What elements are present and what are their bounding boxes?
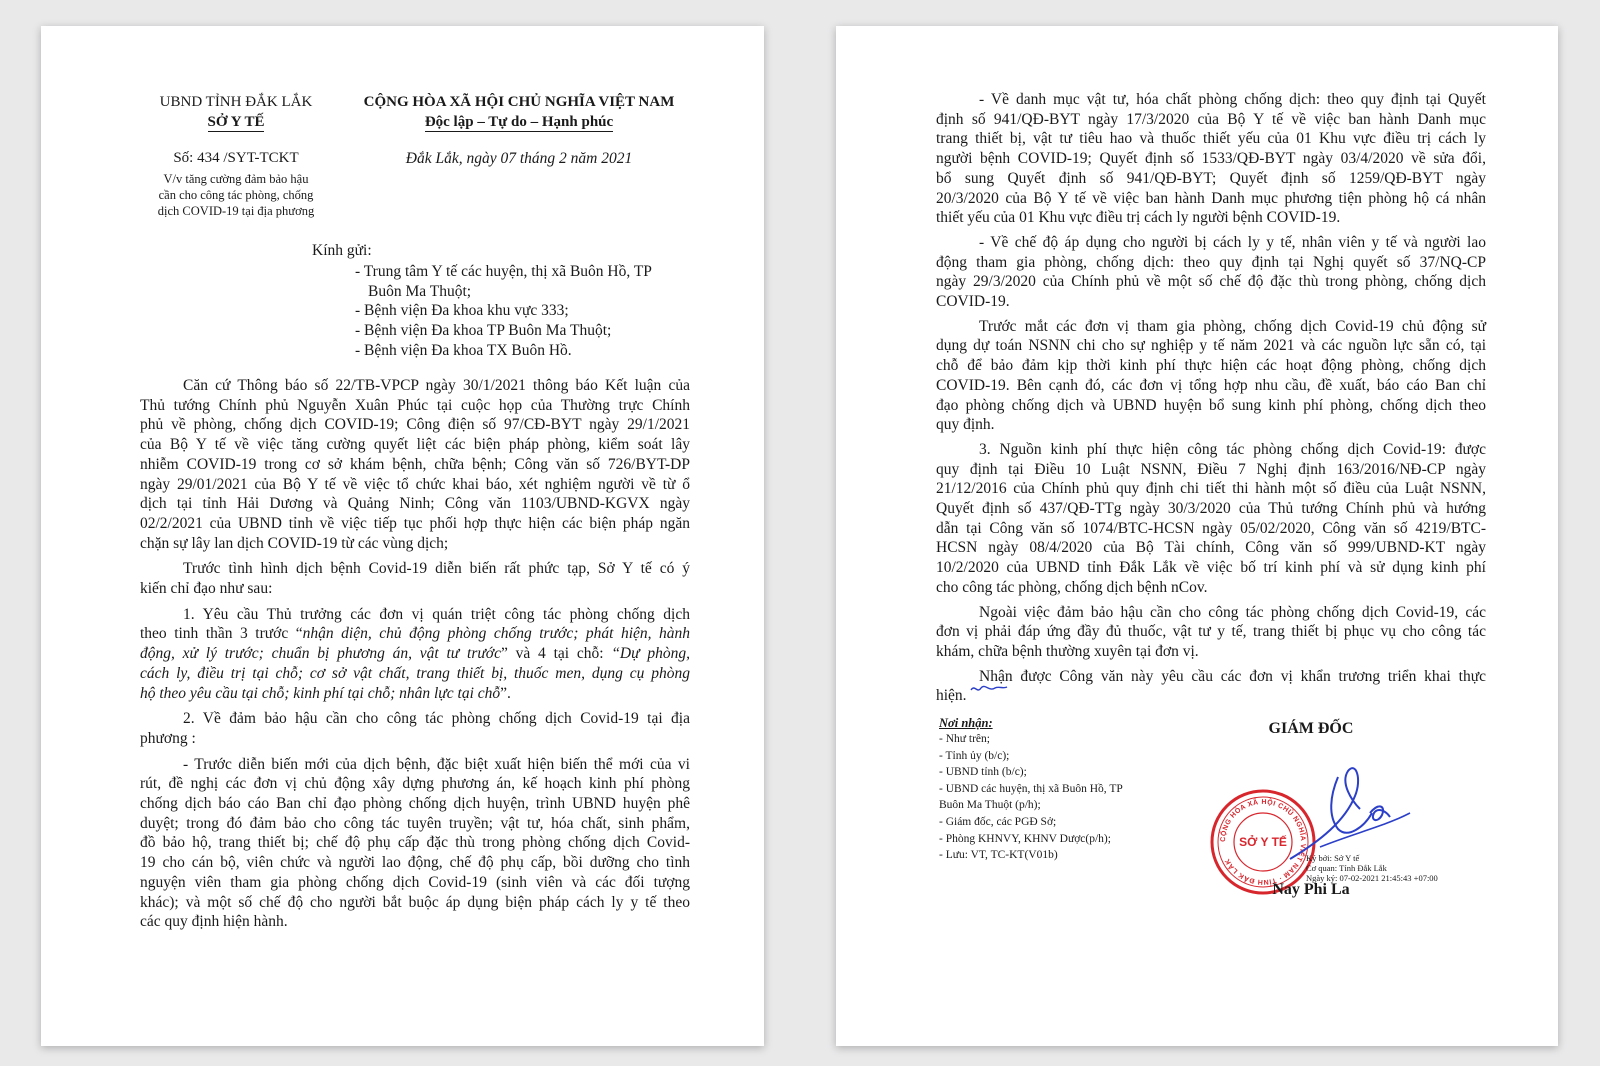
- doc-number: Số: 434 /SYT-TCKT: [173, 150, 299, 166]
- noi-nhan-item: - Lưu: VT, TC-KT(V01b): [939, 849, 1058, 862]
- recipient-item: - Bệnh viện Đa khoa TP Buôn Ma Thuột;: [355, 322, 612, 340]
- page2-body: - Về danh mục vật tư, hóa chất phòng chống dịch: theo quy định tại Quyết định số 941/QĐ-BYT ngày 17/3/2020 của Bộ Y tế về việc ban hành Danh mục trang thiết bị, vật tư tiêu hao và thuốc thiết yếu của 01 Khu vực điều trị cách ly người bệnh COVID-19; Quyết định số 1533/QĐ-BYT ngày 03/4/2020 về sửa đổi, bổ sung Quyết định số 941/QĐ-BYT; Quyết định số 1259/QĐ-BYT ngày 20/3/2020 của Bộ Y tế về việc ban hành Danh mục phương tiện phòng hộ cá nhân thiết yếu của 01 Khu vực điều trị cách ly người bệnh COVID-19. - Về chế độ áp dụng cho người bị cách ly y tế, nhân viên y tế và người lao động tham gia phòng, chống dịch: theo quy định tại Nghị quyết số 37/NQ-CP ngày 29/3/2020 của Chính phủ về một số chế độ đặc thù trong phòng, chống dịch COVID-19. Trước mắt các đơn vị tham gia phòng, chống dịch Covid-19 chủ động sử dụng dự toán NSNN chi cho sự nghiệp y tế năm 2021 và các nguồn lực sẵn có, tại chỗ để bảo đảm kịp thời kinh phí thực hiện các hoạt động phòng, chống dịch COVID-19. Bên cạnh đó, các đơn vị tổng hợp nhu cầu, đề xuất, báo cáo Ban chỉ đạo phòng chống dịch và UBND huyện bổ sung kinh phí phòng, chống dịch theo quy định. 3. Nguồn kinh phí thực hiện công tác phòng chống dịch Covid-19: được quy định tại Điều 10 Luật NSNN, Điều 7 Nghị định 163/2016/NĐ-CP ngày 21/12/2016 của Chính phủ quy định chi tiết thi hành một số điều của Luật NSNN, Quyết định số 437/QĐ-TTg ngày 30/3/2020 của Thủ tướng Chính phủ và hướng dẫn tại Công văn số 1074/BTC-HCSN ngày 05/02/2020, Công văn số 4219/BTC- HCSN ngày 08/4/2020 của Bộ Tài chính, Công văn số 999/UBND-KT ngày 10/2/2020 của UBND tỉnh Đắk Lắk về việc bố trí kinh phí và sử dụng kinh phí cho công tác phòng, chống dịch bệnh nCov. Ngoài việc đảm bảo hậu cần cho công tác phòng chống dịch Covid-19, các đơn vị phải đáp ứng đầy đủ thuốc, vật tư y tế, trang thiết bị phục vụ cho công tác khám, chữa bệnh thường xuyên tại đơn vị. Nhận được Công văn này yêu cầu các đơn vị khẩn trương triển khai thực hiện.: [936, 91, 1486, 705]
- svg-text:CỘNG HÒA XÃ HỘI CHỦ NGHĨA VIỆT: CỘNG HÒA XÃ HỘI CHỦ NGHĨA VIỆT NAM · TỈNH ĐẮK LẮK: [1219, 798, 1307, 886]
- doc-subject: V/v tăng cường đảm bảo hậu cần cho công tác phòng, chống dịch COVID-19 tại địa phương: [157, 172, 315, 218]
- noi-nhan-item: - Như trên;: [939, 733, 990, 745]
- noi-nhan-item: - Giám đốc, các PGĐ Sở;: [939, 815, 1057, 828]
- header-right: [339, 92, 699, 169]
- salutation: Kính gửi:: [312, 242, 372, 259]
- digital-signature-info: Ký bởi: Sở Y tế Cơ quan: Tỉnh Đắk Lắk Ngày ký: 07-02-2021 21:45:43 +07:00: [1306, 853, 1438, 883]
- svg-text:SỞ Y TẾ: SỞ Y TẾ: [1239, 835, 1287, 849]
- noi-nhan-item: - Tỉnh ủy (b/c);: [939, 749, 1010, 762]
- noi-nhan-block: [939, 715, 1189, 864]
- org-name: UBND TỈNH ĐẮK LẮK: [159, 94, 313, 110]
- page1-body: Căn cứ Thông báo số 22/TB-VPCP ngày 30/1/2021 thông báo Kết luận của Thủ tướng Chính phủ Nguyễn Xuân Phúc tại cuộc họp của Thường trực Chính phủ về phòng, chống dịch COVID-19; Công điện số 97/CĐ-BYT ngày 29/1/2021 của Bộ Y tế về việc tăng cường quyết liệt các biện pháp phòng, kiểm soát lây nhiễm COVID-19 trong cơ sở khám bệnh, chữa bệnh; Công văn số 726/BYT-DP ngày 29/01/2021 của Bộ Y tế về việc tổ chức khai báo, xét nghiệm người về từ ổ dịch tại tỉnh Hải Dương và Quảng Ninh; Công văn 1103/UBND-KGVX ngày 02/2/2021 của UBND tỉnh về việc tiếp tục phối hợp thực hiện các biện pháp ngăn chặn sự lây lan dịch COVID-19 từ các vùng dịch; Trước tình hình dịch bệnh Covid-19 diễn biến rất phức tạp, Sở Y tế có ý kiến chỉ đạo như sau: 1. Yêu cầu Thủ trưởng các đơn vị quán triệt công tác phòng chống dịch theo tinh thần 3 trước “nhận diện, chủ động phòng chống trước; phát hiện, hành động, xử lý trước; chuẩn bị phương án, vật tư trước” và 4 tại chỗ: “Dự phòng, cách ly, điều trị tại chỗ; cơ sở vật chất, trang thiết bị, thuốc men, dụng cụ phòng hộ theo yêu cầu tại chỗ; kinh phí tại chỗ; nhân lực tại chỗ”. 2. Về đảm bảo hậu cần cho công tác phòng chống dịch Covid-19 tại địa phương : - Trước diễn biến mới của dịch bệnh, đặc biệt xuất hiện biến thể mới của vi rút, đề nghị các đơn vị chủ động xây dựng phương án, kế hoạch kinh phí phòng chống dịch báo cáo Ban chỉ đạo phòng chống dịch huyện, trình UBND huyện phê duyệt; trong đó đảm bảo cho công tác tuyên truyền; vật tư, hóa chất, sinh phẩm, đồ bảo hộ, trang thiết bị; chế độ phụ cấp đặc thù trong phòng chống dịch Covid- 19 cho cán bộ, viên chức và người lao động, chế độ phụ cấp, bồi dưỡng cho tình nguyện viên tham gia phòng chống dịch Covid-19 (sinh viên và các đối tượng khác); và một số chế độ cho người bắt buộc áp dụng biện pháp cách ly y tế theo các quy định hiện hành.: [140, 377, 691, 931]
- noi-nhan-item: Buôn Ma Thuột (p/h);: [939, 799, 1041, 812]
- signer-title: GIÁM ĐỐC: [1268, 720, 1354, 737]
- signer-name: Nay Phi La: [1272, 881, 1350, 898]
- motto: Độc lập – Tự do – Hạnh phúc: [424, 114, 614, 130]
- noi-nhan-item: - UBND các huyện, thị xã Buôn Hồ, TP: [939, 782, 1123, 795]
- recipient-item: - Bệnh viện Đa khoa khu vực 333;: [355, 302, 569, 320]
- header-left: [136, 92, 336, 219]
- document-page-1: [41, 26, 764, 1046]
- recipient-item: - Bệnh viện Đa khoa TX Buôn Hồ.: [355, 341, 572, 359]
- noi-nhan-heading: Nơi nhận:: [939, 716, 993, 730]
- place-date: Đắk Lắk, ngày 07 tháng 2 năm 2021: [405, 150, 633, 167]
- recipient-item: Buôn Ma Thuột;: [368, 282, 472, 300]
- document-page-2: [836, 26, 1558, 1046]
- noi-nhan-item: - UBND tỉnh (b/c);: [939, 766, 1027, 779]
- dept-name: SỞ Y TẾ: [207, 114, 265, 130]
- recipient-list: [355, 262, 705, 361]
- initial-mark: [969, 680, 1009, 696]
- noi-nhan-item: - Phòng KHNVY, KHNV Dược(p/h);: [939, 832, 1111, 845]
- recipient-item: - Trung tâm Y tế các huyện, thị xã Buôn Hồ, TP: [355, 263, 652, 280]
- nation-title: CỘNG HÒA XÃ HỘI CHỦ NGHĨA VIỆT NAM: [363, 94, 675, 110]
